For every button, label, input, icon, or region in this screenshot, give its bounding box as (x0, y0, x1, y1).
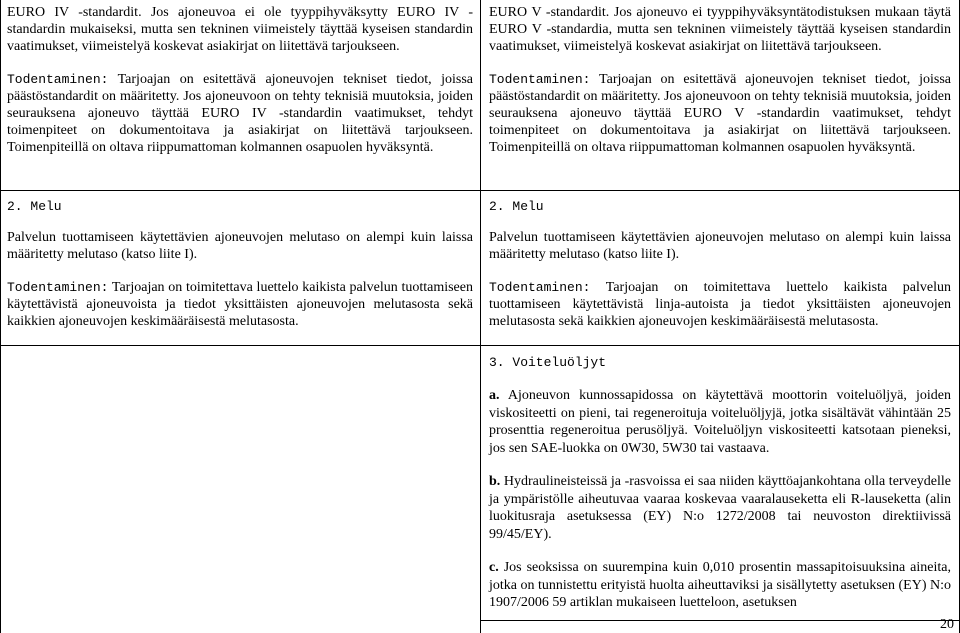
verification-text: Tarjoajan on toimitettava luettelo kaikista palvelun tuottamiseen käytettävistä linja-autoista ja tiedot yksittäisten ajoneuvojen melutasosta sekä kaikkien ajoneuvojen keskimääräisestä melutasosta. (489, 280, 951, 329)
item-c-text: Jos seoksissa on suurempina kuin 0,010 prosentin massapitoisuuksina aineita, jotka on tunnistettu erityistä huolta aiheuttaviksi ja sisällytetty asetuksen (EY) N:o 1907/2006 59 artiklan mukaiseen luetteloon, asetuksen (489, 560, 951, 610)
table-bottom-border (480, 620, 960, 621)
verification-text: Tarjoajan on esitettävä ajoneuvojen tekniset tiedot, joissa päästöstandardit on määritetty. Jos ajoneuvoon on tehty teknisiä muutoksia, joiden seurauksena ajoneuvo täyttää EURO V -standardin vaatimukset, tehdyt toimenpiteet on dokumentoitava ja asiakirjat on liitettävä tarjoukseen. Toimenpiteillä on oltava riippumattoman kolmannen osapuolen hyväksyntä. (489, 72, 951, 155)
melu-body: Palvelun tuottamiseen käytettävien ajoneuvojen melutaso on alempi kuin laissa määritetty melutaso (katso liite I). (7, 230, 473, 262)
row3-right-cell (489, 354, 951, 612)
table-left-border (0, 0, 1, 633)
table-middle-border (480, 0, 481, 633)
verification-label: Todentaminen: (489, 72, 591, 87)
verification-text: Tarjoajan on toimitettava luettelo kaikista palvelun tuottamiseen käytettävistä ajoneuvoista ja tiedot yksittäisten ajoneuvojen melutasosta sekä kaikkien ajoneuvojen keskimääräisestä melutasosta. (7, 280, 473, 329)
item-c-label: c. (489, 560, 499, 575)
euro-iv-intro: EURO IV -standardit. Jos ajoneuvoa ei ole tyyppihyväksytty EURO IV -standardin mukaiseksi, mutta sen tekninen viimeistely täyttää kyseisen standardin vaatimukset, viimeistelyä koskevat asiakirjat on liitettävä tarjoukseen. (7, 5, 473, 54)
item-c (489, 559, 951, 612)
item-a (489, 387, 951, 457)
item-b-label: b. (489, 474, 501, 489)
euro-iv-verification (7, 71, 473, 156)
item-a-label: a. (489, 388, 500, 403)
verification-label: Todentaminen: (489, 280, 591, 295)
melu-heading: 2. Melu (489, 199, 544, 214)
row-divider-1 (0, 190, 960, 191)
item-b-text: Hydraulineisteissä ja -rasvoissa ei saa niiden käyttöajankohtana olla terveydelle ja ympäristölle aiheutuvaa vaaraa koskevaa vaaralauseketta eli R-lauseketta (alin luokitusraja asetuksessa (EY) N:o 1272/2008 tai neuvoston direktiivissä 99/45/EY). (489, 474, 951, 542)
item-b (489, 473, 951, 543)
verification-text: Tarjoajan on esitettävä ajoneuvojen tekniset tiedot, joissa päästöstandardit on määritetty. Jos ajoneuvoon on tehty teknisiä muutoksia, joiden seurauksena ajoneuvo täyttää EURO IV -standardin vaatimukset, tehdyt toimenpiteet on dokumentoitava ja asiakirjat on liitettävä tarjoukseen. Toimenpiteillä on oltava riippumattoman kolmannen osapuolen hyväksyntä. (7, 72, 473, 155)
melu-verification (7, 279, 473, 330)
verification-label: Todentaminen: (7, 72, 109, 87)
item-a-text: Ajoneuvon kunnossapidossa on käytettävä moottorin voiteluöljyä, joiden viskositeetti on pieni, tai regeneroituja voiteluöljyjä, jotka sisältävät vähintään 25 prosenttia regeneroitua perusöljyä. Voiteluöljyn viskositeetti katsotaan pieneksi, jos sen SAE-luokka on 0W30, 5W30 tai vastaava. (489, 388, 951, 456)
row2-right-cell (489, 198, 951, 346)
melu-body: Palvelun tuottamiseen käytettävien ajoneuvojen melutaso on alempi kuin laissa määritetty melutaso (katso liite I). (489, 230, 951, 262)
melu-verification (489, 279, 951, 330)
row1-right-cell (489, 4, 951, 172)
voiteluoljyt-heading: 3. Voiteluöljyt (489, 355, 607, 370)
verification-label: Todentaminen: (7, 280, 109, 295)
row1-left-cell (7, 4, 473, 172)
row2-left-cell (7, 198, 473, 346)
euro-v-intro: EURO V -standardit. Jos ajoneuvo ei tyyppihyväksyntätodistuksen mukaan täytä EURO V -standardia, mutta sen tekninen viimeistely täyttää kyseisen standardin vaatimukset, viimeistelyä koskevat asiakirjat on liitettävä tarjoukseen. (489, 5, 951, 54)
melu-heading: 2. Melu (7, 199, 62, 214)
euro-v-verification (489, 71, 951, 156)
page-number: 20 (940, 617, 954, 632)
